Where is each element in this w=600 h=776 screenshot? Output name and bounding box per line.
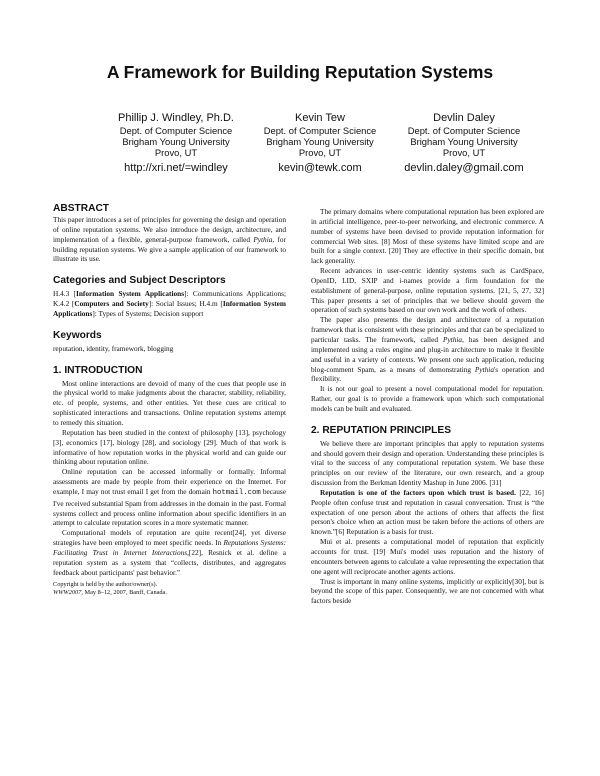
body-paragraph: We believe there are important principles that apply to reputation systems and should govern their design and operation. Understanding these principles is vital to the success of any computational reputation system. We base these principles on our review of the literature, our own research, and a group discussion from the Berkman Identity Mashup in June 2006. [31] [311, 438, 544, 488]
intro-paragraph: Most online interactions are devoid of many of the cues that people use in the physical world to make judgments about the character, stability, reliability, etc. of people, systems, and other entities. Yet these cues are critical to sophisticated interactions and transactions. Online reputation systems attempt to remedy this situation. [53, 378, 286, 427]
categories-text: H.4.3 [Information System Applications]: Communications Applications; K.4.2 [Computers and Society]: Social Issues; H.4.m [Information System Applications]: Types of Systems; Decision support [53, 289, 286, 318]
body-paragraph: It is not our goal to present a novel computational model for reputation. Rather, our goal is to provide a framework upon which such computational models can be built and evaluated. [311, 384, 544, 413]
intro-paragraph: Online reputation can be accessed informally or formally. Informal assessments are made by people from their experience on the Internet. For example, I may not trust email I get from the domain hotmail.com because I've received substantial Spam from addresses in the domain in the past. Formal systems collect and process online information about specific identifiers in an attempt to calculate reputation scores in a more systematic manner. [53, 467, 287, 528]
body-paragraph: Mui et al. presents a computational model of reputation that explicitly accounts for trust. [19] Mui's model uses reputation and the history of encounters between agents to calculate a value representing the expectation that one agent will reciprocate another agents actions. [311, 537, 544, 576]
body-paragraph: The primary domains where computational reputation has been explored are in artificial intelligence, peer-to-peer networking, and electronic commerce. A number of systems have been devised to provide reputation information for commercial Web sites. [8] Most of these systems have limited scope and are built for a single context. [20] They are effective in their specific domain, but lack generality. [311, 207, 544, 266]
intro-paragraph: Computational models of reputation are quite recent[24], yet diverse strategies have been employed to meet specific needs. In Reputations Systems: Facilitating Trust in Internet Interactions,[22], Resnick et al. define a reputation system as a system that “collects, distributes, and aggregates feedback about participants' past behavior.” [53, 528, 287, 577]
keywords-heading: Keywords [53, 329, 102, 341]
categories-heading: Categories and Subject Descriptors [53, 275, 226, 287]
author-contact: devlin.daley@gmail.com [404, 161, 524, 174]
abstract-text: This paper introduces a set of principles for governing the design and operation of online reputation systems. We also introduce the design, architecture, and implementation of a flexible, general-purpose framework, called Pythia, for building reputation systems. We give a sample application of our framework to illustrate its use. [53, 215, 286, 264]
body-paragraph: Trust is important in many online systems, implicitly or explicitly[30], but is beyond the scope of this paper. Consequently, we are not concerned with what factors beside [311, 576, 544, 606]
author-univ: Brigham Young University [410, 136, 518, 148]
author-name: Phillip J. Windley, Ph.D. [118, 112, 234, 124]
author-block-2 [240, 111, 400, 175]
author-block-1 [96, 111, 256, 175]
body-paragraph: Reputation is one of the factors upon which trust is based. [22, 16] People often confuse trust and reputation in casual conversation. Trust is “the expectation of one person about the actions of others that affects the first person's choice when an action must be taken before the actions of others are known.”[6] Reputation is a basis for trust. [311, 487, 544, 537]
left-column [53, 202, 286, 597]
abstract-heading: ABSTRACT [53, 203, 110, 214]
right-column [311, 207, 544, 606]
author-block-3 [384, 111, 544, 175]
author-name: Kevin Tew [295, 112, 345, 124]
author-contact: http://xri.net/=windley [124, 161, 228, 174]
author-univ: Brigham Young University [266, 136, 374, 148]
author-dept: Dept. of Computer Science [119, 125, 233, 136]
author-univ: Brigham Young University [122, 136, 230, 148]
section2-heading: 2. REPUTATION PRINCIPLES [311, 424, 451, 436]
keywords-text: reputation, identity, framework, blogging [53, 343, 174, 353]
author-name: Devlin Daley [433, 112, 495, 124]
author-loc: Provo, UT [154, 147, 198, 159]
author-dept: Dept. of Computer Science [407, 125, 521, 136]
author-contact: kevin@tewk.com [278, 161, 362, 174]
copyright-footnote: Copyright is held by the author/owner(s). WWW2007, May 8–12, 2007, Banff, Canada. [53, 581, 167, 597]
author-dept: Dept. of Computer Science [263, 125, 377, 136]
paper-title: A Framework for Building Reputation Systems [106, 62, 494, 82]
body-paragraph: Recent advances in user-centric identity systems such as CardSpace, OpenID, LID, SXIP and i-names provide a firm foundation for the establishment of general-purpose, online reputation systems. [21, 5, 27, 32] This paper presents a set of principles that we believe should govern the operation of such systems based on our own work and the work of others. [311, 266, 544, 315]
author-loc: Provo, UT [298, 147, 342, 159]
body-paragraph: The paper also presents the design and architecture of a reputation framework that is consistent with these principles and that can be specialized to particular tasks. The framework, called Pythia, has been designed and implemented using a rules engine and plug-in architecture to make it flexible and useful in a variety of contexts. We present one such application, reducing blog-comment Spam, as a means of demonstrating Pythia's operation and flexibility. [311, 315, 544, 384]
intro-heading: 1. INTRODUCTION [53, 364, 143, 376]
intro-paragraph: Reputation has been studied in the context of philosophy [13], psychology [3], economics [17], biology [28], and sociology [29]. Much of that work is informative of how reputation works in the physical world and can guide our thinking about reputation online. [53, 427, 286, 467]
author-loc: Provo, UT [442, 147, 486, 159]
